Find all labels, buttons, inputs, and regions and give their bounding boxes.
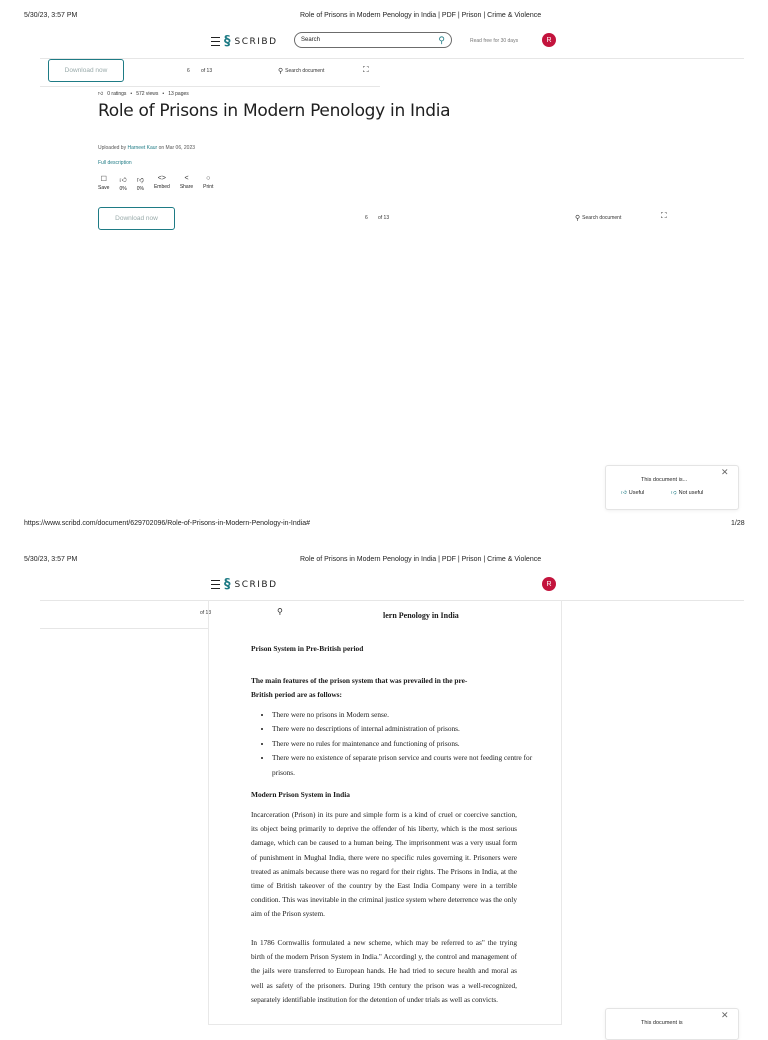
ratings-count: 0 ratings [107,91,127,97]
brand-name-2: SCRIBD [234,579,278,590]
feedback-toast-2 [605,1008,739,1040]
site-search-placeholder: Search [301,37,321,43]
document-search-placeholder-secondary: Search document [582,215,622,221]
document-title: Role of Prisons in Modern Penology in India [98,101,451,121]
pages-count: 13 pages [168,91,189,97]
avatar[interactable]: R [542,33,556,47]
share-button[interactable]: < Share [179,175,194,190]
share-icon: < [184,175,189,182]
page-header-fragment: lern Penology in India [383,611,459,620]
heading-pre-british: Prison System in Pre-British period [251,644,364,653]
search-icon: ⚲ [278,68,284,75]
not-useful-button[interactable]: 👎︎ Not useful [671,490,704,496]
print-page-title: Role of Prisons in Modern Penology in India | PDF | Prison | Crime & Violence [300,12,542,19]
paragraph-incarceration: Incarceration (Prison) in its pure and simple form is a kind of cruel or coercive sanction, its object being primarily to deprive the offender of his liberty, which is the most serious damage, which can be caused to a human being. The imprisonment was a very usual form of punishment in Mughal India, there were no specific rules governing it. Prisoners were treated as animals because there was no regard for their rights. The Prisons in India, at the time of British takeover of the country by the East India Company were in a terrible condition. This was inevitable in the criminal justice system where deterrence was the only aim of the Prison system. [251,810,517,919]
close-icon[interactable]: ✕ [721,467,729,477]
scribd-mark-icon: § [224,577,231,592]
thumbs-down-icon: 👎︎ [136,177,144,184]
intro-paragraph: The main features of the prison system that was prevailed in the pre- British period are as follows: [251,676,468,699]
thumbs-up-icon: 👍︎ [119,177,127,184]
page-total-2: of 13 [200,610,212,616]
fullscreen-icon[interactable]: ⛶ [363,65,369,74]
views-count: 572 views [136,91,159,97]
avatar-2[interactable]: R [542,577,556,591]
print-page-title-2: Role of Prisons in Modern Penology in India | PDF | Prison | Crime & Violence [300,556,542,563]
menu-icon[interactable] [211,580,220,589]
list-item: • There were no prisons in Modern sense. [272,708,534,722]
heading-modern-prison: Modern Prison System in India [251,790,350,799]
print-datetime-2: 5/30/23, 3:57 PM [24,556,78,563]
full-description-link[interactable]: Full description [98,160,132,166]
toolbar-divider [40,86,380,87]
bookmark-icon: ☐ [100,176,107,183]
print-url: https://www.scribd.com/document/629702096/Role-of-Prisons-in-Modern-Penology-in-India# [24,520,310,527]
close-icon[interactable]: ✕ [721,1010,729,1020]
thumbs-up-icon: 👍︎ [621,490,627,496]
fullscreen-icon[interactable]: ⛶ [661,211,667,220]
download-button-secondary[interactable]: Download now [98,207,175,230]
search-icon[interactable]: ⚲ [438,34,445,45]
document-search-input[interactable] [278,67,324,75]
document-search-placeholder: Search document [285,68,325,74]
thumbs-down-icon: 👎︎ [671,490,677,496]
paragraph-cornwallis: In 1786 Cornwallis formulated a new scheme, which may be referred to as" the trying birth of the modern Prison System in India." Accordingl y, the control and management of the jails were transferred to European hands. He had tried to secure health and moral as well as safety of the prisoners. During 19th century the prison was a well-recognized, separately identifiable institution for the detention of under trials as well as convicts. [251,938,517,1004]
document-search-input-secondary[interactable] [575,214,621,222]
print-page-number: 1/28 [731,520,745,527]
feedback-prompt: This document is... [641,477,688,483]
page-total-secondary: of 13 [378,215,390,221]
site-search-input[interactable] [294,32,452,48]
scribd-mark-icon: § [224,34,231,49]
feedback-toast [605,465,739,510]
download-button[interactable]: Download now [48,59,124,82]
scribd-logo-2[interactable] [211,577,278,592]
search-icon[interactable]: ⚲ [277,607,283,616]
print-datetime: 5/30/23, 3:57 PM [24,12,78,19]
save-button[interactable]: ☐ Save [98,176,110,191]
feedback-prompt-2: This document is [641,1020,683,1026]
upload-info: Uploaded by Harneet Kaur on Mar 06, 2023 [98,145,196,151]
dislike-button[interactable]: 👎︎ 0% [136,177,144,192]
page-number-input[interactable]: 6 [187,68,190,74]
uploader-link[interactable]: Harneet Kaur [127,145,158,151]
search-icon: ⚲ [575,215,581,222]
page-total: of 13 [201,68,213,74]
print-icon: ○ [206,175,211,182]
like-button[interactable]: 👍︎ 0% [119,177,127,192]
toolbar-divider-2 [40,628,208,629]
embed-icon: <> [157,175,166,182]
list-item: • There were no rules for maintenance and functioning of prisons. [272,737,534,751]
trial-link[interactable]: Read free for 30 days [470,38,519,44]
menu-icon[interactable] [211,37,220,46]
print-button[interactable]: ○ Print [203,175,214,190]
nav-divider [40,58,744,59]
page-number-input-secondary[interactable]: 6 [365,215,368,221]
document-stats: 👍︎ 0 ratings • 572 views • 13 pages [98,91,189,97]
list-item: • There were no existence of separate prison service and courts were not feeding centre for prisons. [272,751,534,780]
useful-button[interactable]: 👍︎ Useful [621,490,645,496]
document-actions [98,175,213,192]
scribd-logo[interactable] [211,34,278,49]
features-list [251,708,534,780]
list-item: • There were no descriptions of internal administration of prisons. [272,722,534,736]
brand-name: SCRIBD [234,36,278,47]
thumbs-up-icon: 👍︎ [98,91,104,97]
embed-button[interactable]: <> Embed [153,175,170,190]
